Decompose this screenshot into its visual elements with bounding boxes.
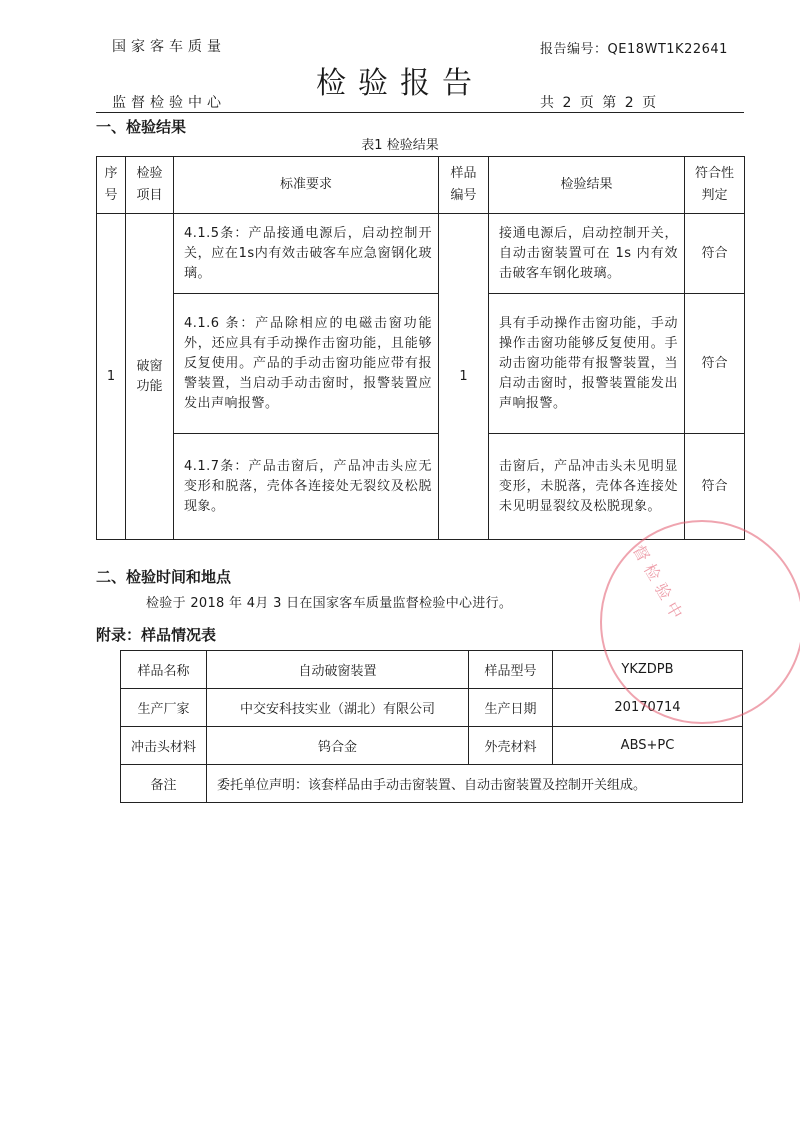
result-4-1-5: 接通电源后，启动控制开关，自动击窗装置可在 1s 内有效击破客车钢化玻璃。 (489, 214, 685, 294)
org-name-bottom: 监督检验中心 (112, 95, 226, 111)
section1-heading: 一、检验结果 (96, 118, 187, 136)
col-seq: 序号 (97, 157, 126, 214)
table-row (97, 214, 745, 294)
report-number: 报告编号：QE18WT1K22641 (540, 42, 728, 57)
page-count: 共 2 页 第 2 页 (540, 95, 657, 111)
label-head-material: 冲击头材料 (121, 727, 207, 765)
row-item: 破窗功能 (126, 214, 174, 540)
col-item: 检验项目 (126, 157, 174, 214)
section2-heading: 二、检验时间和地点 (96, 568, 232, 586)
value-head-material: 钨合金 (207, 727, 469, 765)
report-title: 检验报告 (316, 66, 484, 101)
col-standard: 标准要求 (174, 157, 439, 214)
table-row (97, 294, 745, 434)
label-production-date: 生产日期 (469, 689, 553, 727)
table-caption: 表1 检验结果 (361, 138, 439, 153)
standard-4-1-6: 4.1.6 条：产品除相应的电磁击窗功能外，还应具有手动操作击窗功能，且能够反复使用。产品的手动击窗功能应带有报警装置，当启动手动击窗时，报警装置应发出声响报警。 (174, 294, 439, 434)
org-name-top: 国家客车质量 (112, 39, 226, 55)
label-manufacturer: 生产厂家 (121, 689, 207, 727)
col-result: 检验结果 (489, 157, 685, 214)
label-remark: 备注 (121, 765, 207, 803)
result-4-1-6: 具有手动操作击窗功能，手动操作击窗功能够反复使用。手动击窗功能带有报警装置，当启动击窗时，报警装置能发出声响报警。 (489, 294, 685, 434)
value-remark: 委托单位声明：该套样品由手动击窗装置、自动击窗装置及控制开关组成。 (207, 765, 743, 803)
seal-text: 督检验中 (628, 541, 690, 628)
conformity-4-1-5: 符合 (685, 214, 745, 294)
col-sample-no: 样品编号 (439, 157, 489, 214)
value-manufacturer: 中交安科技实业（湖北）有限公司 (207, 689, 469, 727)
inspection-time-text: 检验于 2018 年 4月 3 日在国家客车质量监督检验中心进行。 (146, 596, 513, 611)
col-conformity: 符合性判定 (685, 157, 745, 214)
row-seq: 1 (97, 214, 126, 540)
results-table (96, 156, 745, 540)
table-row (121, 765, 743, 803)
conformity-4-1-6: 符合 (685, 294, 745, 434)
row-sample-no: 1 (439, 214, 489, 540)
table-row (121, 727, 743, 765)
label-sample-model: 样品型号 (469, 651, 553, 689)
value-sample-model: YKZDPB (553, 651, 743, 689)
value-sample-name: 自动破窗装置 (207, 651, 469, 689)
results-header-row (97, 157, 745, 214)
value-shell-material: ABS+PC (553, 727, 743, 765)
label-sample-name: 样品名称 (121, 651, 207, 689)
standard-4-1-7: 4.1.7条：产品击窗后，产品冲击头应无变形和脱落，壳体各连接处无裂纹及松脱现象。 (174, 434, 439, 540)
label-shell-material: 外壳材料 (469, 727, 553, 765)
value-production-date: 20170714 (553, 689, 743, 727)
table-row (97, 434, 745, 540)
result-4-1-7: 击窗后，产品冲击头未见明显变形，未脱落，壳体各连接处未见明显裂纹及松脱现象。 (489, 434, 685, 540)
standard-4-1-5: 4.1.5条：产品接通电源后，启动控制开关，应在1s内有效击破客车应急窗钢化玻璃。 (174, 214, 439, 294)
header-rule (96, 112, 744, 113)
appendix-heading: 附录：样品情况表 (96, 626, 217, 644)
conformity-4-1-7: 符合 (685, 434, 745, 540)
